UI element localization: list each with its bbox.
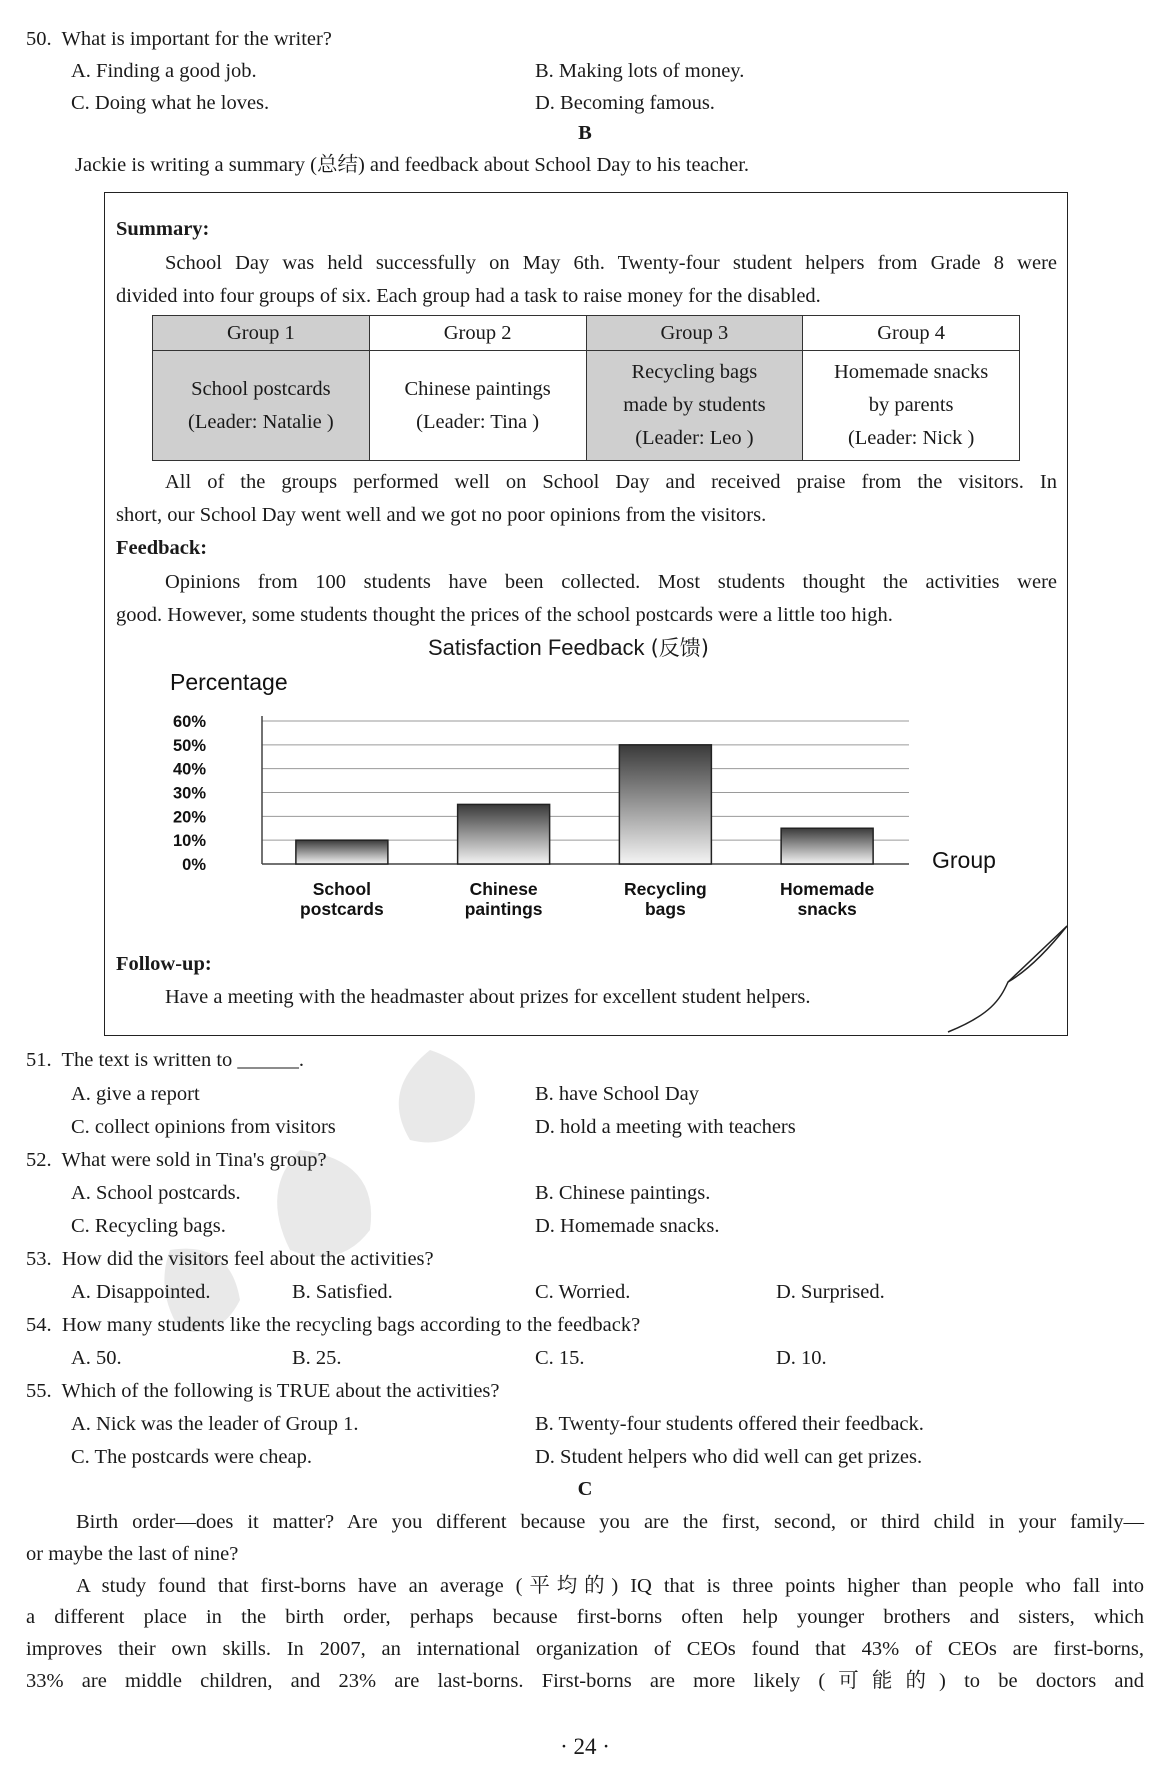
q54-option-d[interactable]: D. 10. xyxy=(776,1347,827,1369)
chart-title-cn: (反馈) xyxy=(650,636,709,660)
chart-y-axis-label: Percentage xyxy=(170,669,288,695)
q54-option-c[interactable]: C. 15. xyxy=(535,1347,585,1369)
summary-line-1: School Day was held successfully on May 6th. Twenty-four student helpers from Grade 8 were xyxy=(165,252,1057,274)
q51-option-b[interactable]: B. have School Day xyxy=(535,1083,699,1105)
table-cell-group-4 xyxy=(803,351,1020,461)
table-header-group-1: Group 1 xyxy=(153,316,370,351)
q50-number: 50. xyxy=(26,28,52,50)
group-4-item-2: by parents xyxy=(868,394,954,416)
table-header-group-3: Group 3 xyxy=(586,316,803,351)
group-3-leader: (Leader: Leo ) xyxy=(635,427,754,449)
q55-question xyxy=(26,1381,500,1402)
q53-option-a[interactable]: A. Disappointed. xyxy=(71,1281,211,1303)
chart-x-tick-label: Recycling xyxy=(624,879,707,899)
feedback-line-2: good. However, some students thought the prices of the school postcards were a little too high. xyxy=(116,604,893,626)
q52-option-b[interactable]: B. Chinese paintings. xyxy=(535,1182,711,1204)
q50-question xyxy=(26,29,332,50)
q54-text: How many students like the recycling bags according to the feedback? xyxy=(61,1314,641,1336)
section-c-line-5: improves their own skills. In 2007, an international organization of CEOs found that 43% of CEOs are first-borns, xyxy=(26,1638,1144,1660)
q53-option-b[interactable]: B. Satisfied. xyxy=(292,1281,393,1303)
section-c-line-3: A study found that first-borns have an average (平均的) IQ that is three points higher than people who fall into xyxy=(76,1575,1144,1597)
q53-option-c[interactable]: C. Worried. xyxy=(535,1281,631,1303)
q55-option-d[interactable]: D. Student helpers who did well can get prizes. xyxy=(535,1446,923,1468)
group-1-leader: (Leader: Natalie ) xyxy=(188,410,334,433)
section-c-label: C xyxy=(577,1478,593,1500)
chart-x-tick-label: paintings xyxy=(464,899,543,919)
section-c-line-1: Birth order—does it matter? Are you different because you are the first, second, or third child in your family— xyxy=(76,1511,1144,1533)
q55-number: 55. xyxy=(26,1380,52,1402)
q50-option-d[interactable]: D. Becoming famous. xyxy=(535,92,715,114)
followup-line: Have a meeting with the headmaster about prizes for excellent student helpers. xyxy=(165,986,811,1008)
chart-y-tick-label: 30% xyxy=(172,784,206,803)
chart-y-tick-label: 20% xyxy=(172,808,206,827)
group-2-item: Chinese paintings xyxy=(404,377,551,400)
q53-option-d[interactable]: D. Surprised. xyxy=(776,1281,885,1303)
chart-x-tick-label: postcards xyxy=(300,899,384,919)
chart-x-axis-label: Group xyxy=(932,847,996,873)
section-c-line-6: 33% are middle children, and 23% are last-borns. First-borns are more likely (可能的) to be doctors and xyxy=(26,1670,1144,1692)
q52-option-d[interactable]: D. Homemade snacks. xyxy=(535,1215,720,1237)
q55-option-b[interactable]: B. Twenty-four students offered their feedback. xyxy=(535,1413,924,1435)
q50-option-c[interactable]: C. Doing what he loves. xyxy=(71,92,270,114)
q52-text: What were sold in Tina's group? xyxy=(61,1149,327,1171)
section-c-line-2: or maybe the last of nine? xyxy=(26,1543,239,1565)
q52-option-a[interactable]: A. School postcards. xyxy=(71,1182,241,1204)
table-cell-group-1 xyxy=(153,351,370,461)
q55-text: Which of the following is TRUE about the activities? xyxy=(61,1380,500,1402)
groups-table xyxy=(152,315,1020,461)
q50-text: What is important for the writer? xyxy=(61,28,332,50)
table-cell-group-3 xyxy=(586,351,803,461)
q52-number: 52. xyxy=(26,1149,52,1171)
group-2-leader: (Leader: Tina ) xyxy=(416,410,540,433)
q53-question xyxy=(26,1249,434,1270)
section-b-label: B xyxy=(578,122,592,144)
chart-y-tick-label: 40% xyxy=(172,760,206,779)
chart-y-tick-label: 10% xyxy=(172,832,206,851)
q52-question xyxy=(26,1150,327,1171)
section-b-intro: Jackie is writing a summary (总结) and feedback about School Day to his teacher. xyxy=(75,154,750,176)
followup-heading: Follow-up: xyxy=(116,953,212,975)
chart-y-tick-label: 0% xyxy=(182,856,206,874)
feedback-heading: Feedback: xyxy=(116,537,208,559)
chart-x-tick-label: Chinese xyxy=(469,879,538,899)
page-number: · 24 · xyxy=(560,1734,610,1759)
q54-option-b[interactable]: B. 25. xyxy=(292,1347,342,1369)
chart-bar xyxy=(781,828,873,864)
group-1-item: School postcards xyxy=(191,377,331,400)
group-3-item: Recycling bags xyxy=(631,361,758,383)
chart-x-tick-label: Homemade xyxy=(779,879,875,899)
q51-question xyxy=(26,1050,304,1071)
chart-bar xyxy=(619,745,711,864)
q51-option-c[interactable]: C. collect opinions from visitors xyxy=(71,1116,336,1138)
summary-heading: Summary: xyxy=(116,218,210,240)
q51-option-d[interactable]: D. hold a meeting with teachers xyxy=(535,1116,796,1138)
chart-bar xyxy=(458,804,550,864)
q50-option-a[interactable]: A. Finding a good job. xyxy=(71,60,257,82)
q53-text: How did the visitors feel about the activities? xyxy=(61,1248,434,1270)
q52-option-c[interactable]: C. Recycling bags. xyxy=(71,1215,226,1237)
q51-text: The text is written to ______. xyxy=(61,1049,305,1071)
q53-number: 53. xyxy=(26,1248,52,1270)
chart-x-tick-label: School xyxy=(312,879,372,899)
table-header-group-2: Group 2 xyxy=(369,316,586,351)
section-c-line-4: a different place in the birth order, perhaps because first-borns often help younger brothers and sisters, which xyxy=(26,1606,1144,1628)
chart-bar xyxy=(296,840,388,864)
chart-title-text: Satisfaction Feedback xyxy=(428,635,645,660)
q54-option-a[interactable]: A. 50. xyxy=(71,1347,122,1369)
group-4-item: Homemade snacks xyxy=(833,361,989,383)
after-table-line-1: All of the groups performed well on School Day and received praise from the visitors. In xyxy=(165,471,1057,493)
group-4-leader: (Leader: Nick ) xyxy=(847,427,975,449)
summary-line-2: divided into four groups of six. Each group had a task to raise money for the disabled. xyxy=(116,285,821,307)
q55-option-c[interactable]: C. The postcards were cheap. xyxy=(71,1446,312,1468)
chart-x-tick-label: bags xyxy=(644,899,686,919)
chart-y-tick-label: 60% xyxy=(172,713,206,731)
chart-y-tick-label: 50% xyxy=(172,736,206,755)
satisfaction-bar-chart xyxy=(104,655,1066,945)
feedback-line-1: Opinions from 100 students have been collected. Most students thought the activities were xyxy=(165,571,1057,593)
after-table-line-2: short, our School Day went well and we got no poor opinions from the visitors. xyxy=(116,504,767,526)
table-cell-group-2 xyxy=(369,351,586,461)
table-header-group-4: Group 4 xyxy=(803,316,1020,351)
q51-number: 51. xyxy=(26,1049,52,1071)
chart-x-tick-label: snacks xyxy=(797,899,857,919)
q50-option-b[interactable]: B. Making lots of money. xyxy=(535,60,745,82)
q54-question xyxy=(26,1315,640,1336)
q51-option-a[interactable]: A. give a report xyxy=(71,1083,200,1105)
group-3-item-2: made by students xyxy=(623,394,766,416)
q55-option-a[interactable]: A. Nick was the leader of Group 1. xyxy=(71,1413,359,1435)
q54-number: 54. xyxy=(26,1314,52,1336)
